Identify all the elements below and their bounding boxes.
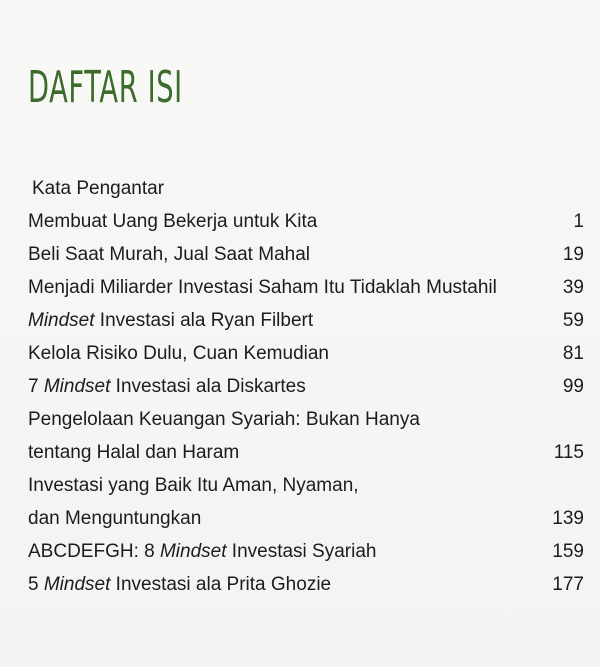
toc-entry-page: 177: [552, 574, 584, 595]
toc-entry-membuat-uang: [28, 205, 584, 238]
toc-entry-title: Investasi yang Baik Itu Aman, Nyaman,: [28, 475, 359, 496]
toc-entry-page: 59: [562, 310, 584, 331]
toc-entry-title: dan Menguntungkan: [28, 508, 202, 529]
toc-entry-keuangan-syariah-line2: [28, 436, 584, 469]
toc-entry-keuangan-syariah-line1: [28, 403, 584, 436]
toc-entry-title: 7 Mindset Investasi ala Diskartes: [28, 376, 306, 397]
toc-entry-title: Membuat Uang Bekerja untuk Kita: [28, 211, 318, 232]
toc-entry-investasi-baik-line2: [28, 502, 584, 535]
toc-entry-page: 99: [562, 376, 584, 397]
table-of-contents: [28, 172, 584, 601]
page-title: DAFTAR ISI: [28, 62, 183, 113]
toc-entry-kelola-risiko: [28, 337, 584, 370]
toc-entry-beli-saat-murah: [28, 238, 584, 271]
toc-entry-ryan-filbert: [28, 304, 584, 337]
toc-entry-page: 1: [573, 211, 584, 232]
toc-entry-abcdefgh: [28, 535, 584, 568]
toc-entry-title: Menjadi Miliarder Investasi Saham Itu Tidaklah Mustahil: [28, 277, 497, 298]
toc-entry-title: Beli Saat Murah, Jual Saat Mahal: [28, 244, 310, 265]
toc-entry-title: 5 Mindset Investasi ala Prita Ghozie: [28, 574, 332, 595]
toc-entry-page: 81: [562, 343, 584, 364]
toc-entry-page: 139: [552, 508, 584, 529]
toc-entry-kata-pengantar: [28, 172, 584, 205]
toc-entry-page: 159: [552, 541, 584, 562]
toc-entry-page: 19: [562, 244, 584, 265]
toc-entry-investasi-baik-line1: [28, 469, 584, 502]
toc-entry-miliarder: [28, 271, 584, 304]
toc-entry-title: Mindset Investasi ala Ryan Filbert: [28, 310, 314, 331]
toc-entry-page: 39: [562, 277, 584, 298]
toc-entry-title: ABCDEFGH: 8 Mindset Investasi Syariah: [28, 541, 377, 562]
toc-entry-diskartes: [28, 370, 584, 403]
toc-entry-page: 115: [553, 442, 584, 463]
toc-entry-prita-ghozie: [28, 568, 584, 601]
toc-entry-title: tentang Halal dan Haram: [28, 442, 240, 463]
toc-entry-title: Pengelolaan Keuangan Syariah: Bukan Hanya: [28, 409, 420, 430]
toc-entry-title: Kata Pengantar: [32, 178, 165, 199]
toc-entry-title: Kelola Risiko Dulu, Cuan Kemudian: [28, 343, 329, 364]
